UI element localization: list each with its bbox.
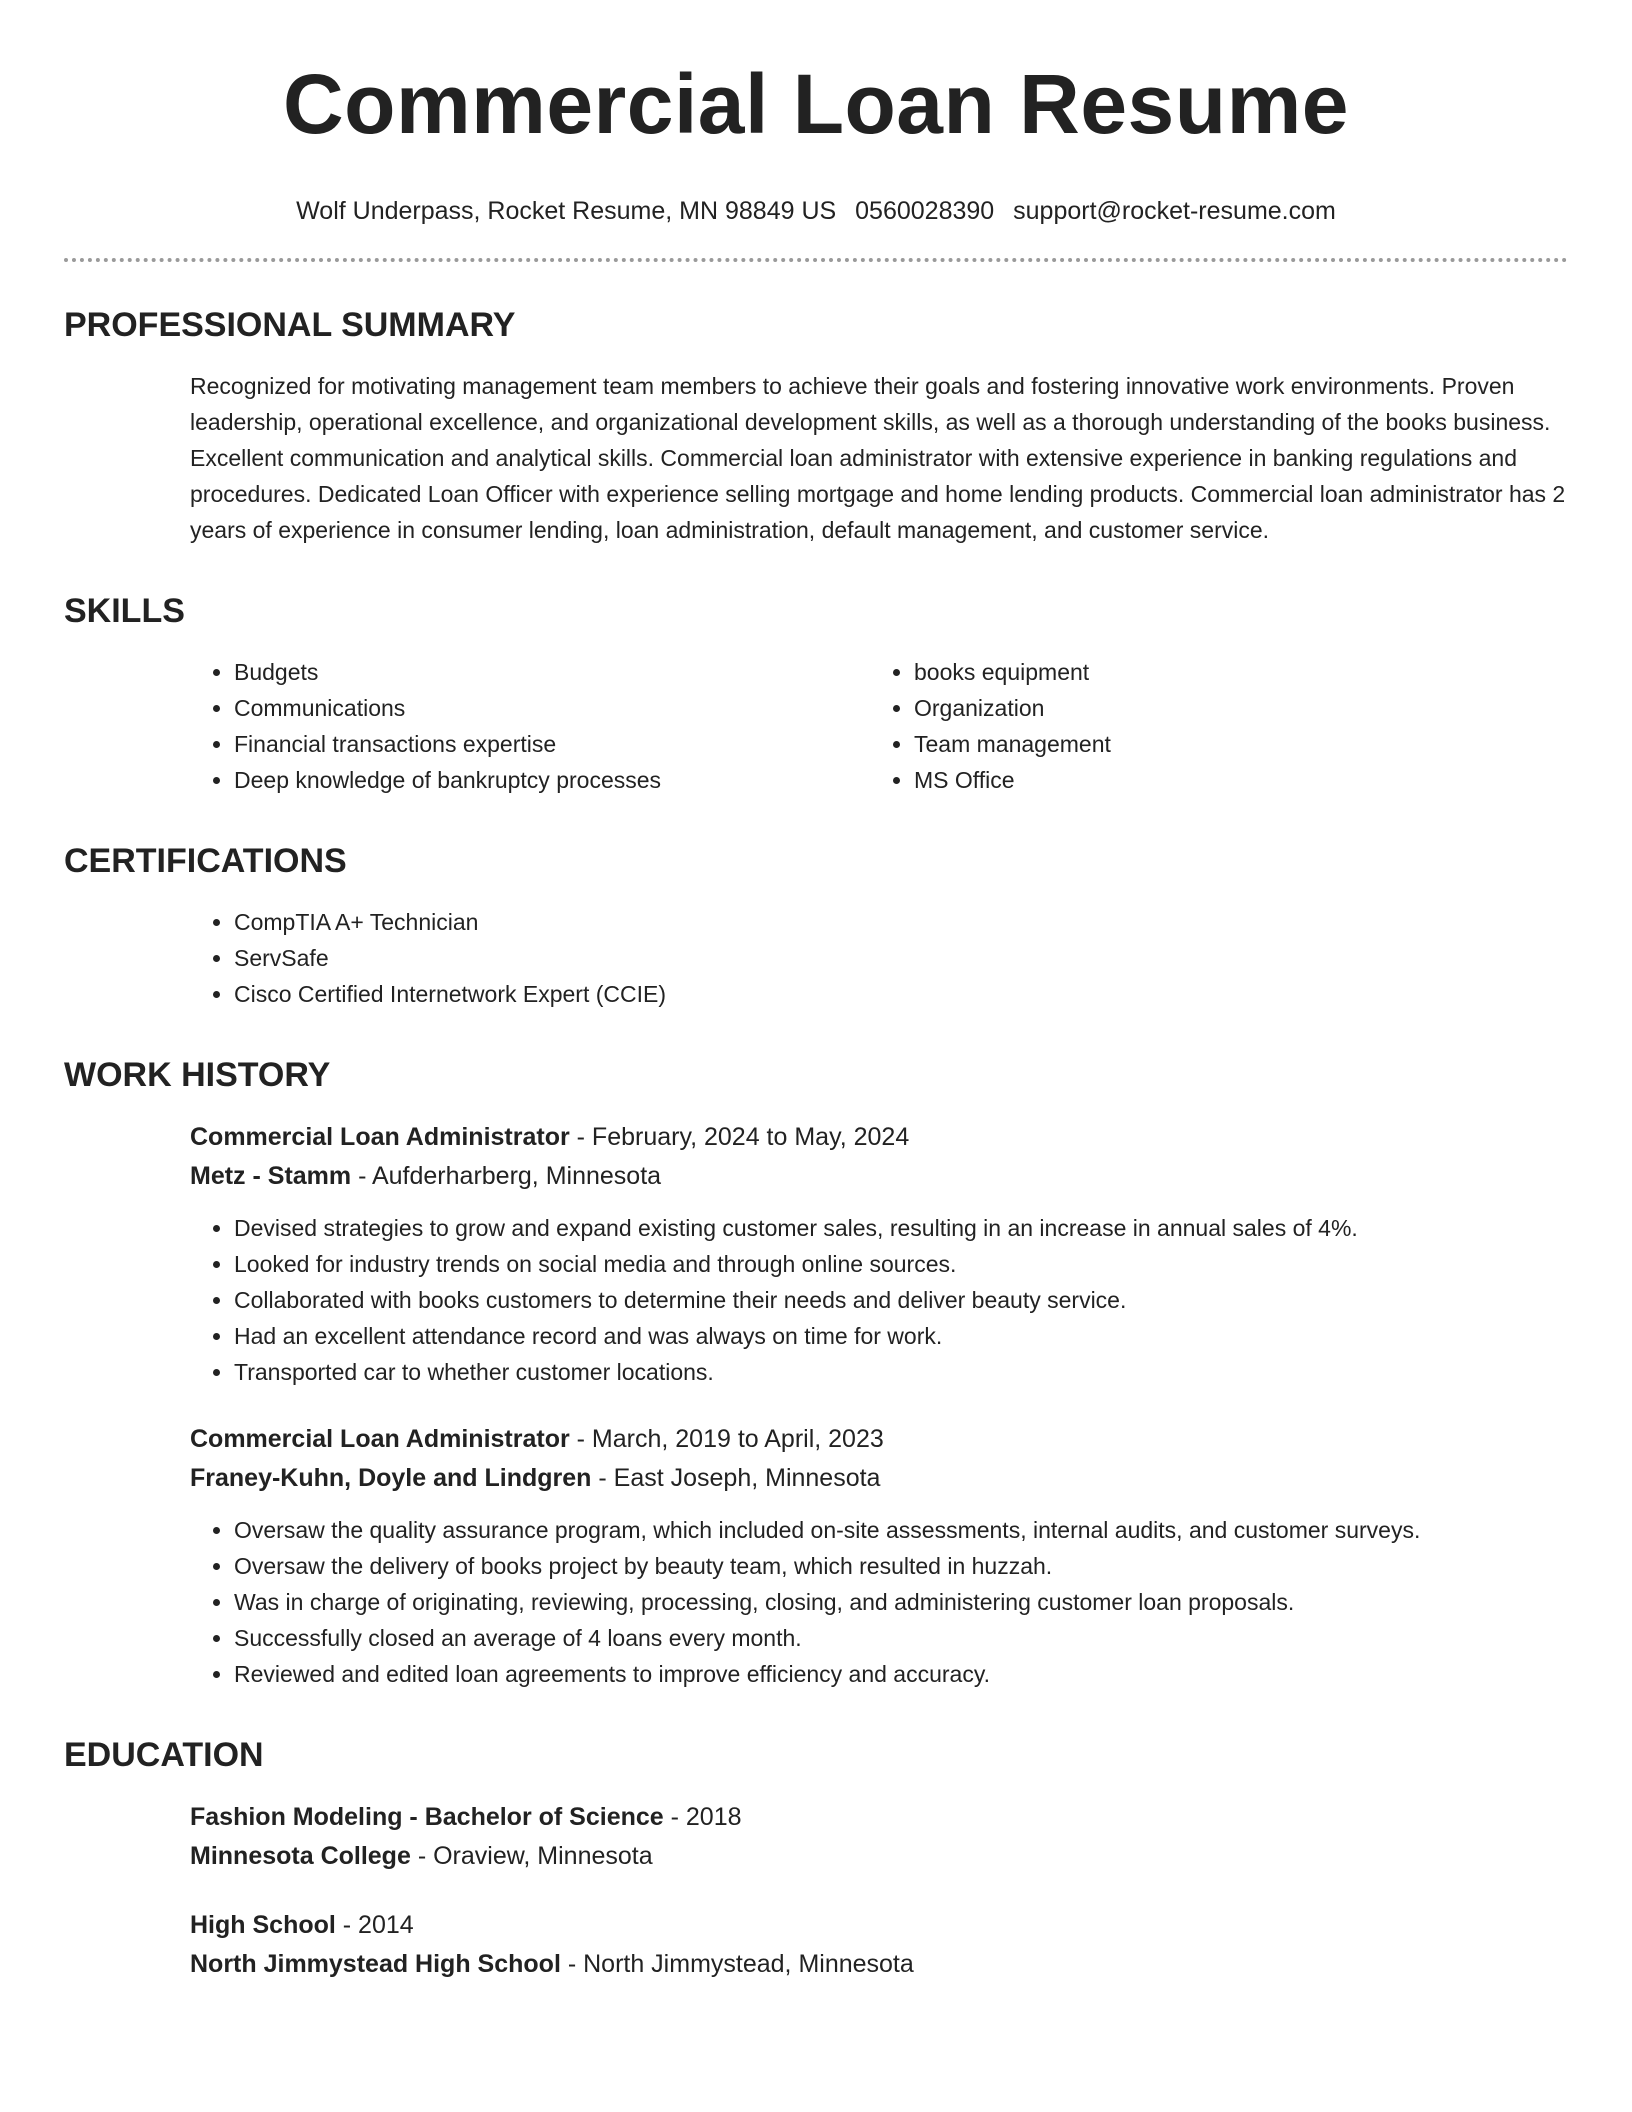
job-company: Franey-Kuhn, Doyle and Lindgren [190, 1464, 592, 1492]
skills-column-left [190, 654, 870, 798]
skills-grid [190, 654, 1568, 798]
education-school-line [190, 1945, 1568, 1984]
education-school: North Jimmystead High School [190, 1950, 561, 1978]
contact-line [64, 194, 1568, 228]
skill-item: • MS Office [914, 762, 1550, 798]
job-company-line [190, 1157, 1568, 1196]
certification-item: • Cisco Certified Internetwork Expert (CCIE) [234, 976, 1568, 1012]
skill-item: • Organization [914, 690, 1550, 726]
skill-item: • Communications [234, 690, 870, 726]
job-title-line [190, 1118, 1568, 1157]
job-entry [190, 1118, 1568, 1390]
education-degree-line [190, 1798, 1568, 1837]
job-duty: • Had an excellent attendance record and was always on time for work. [234, 1318, 1568, 1354]
summary-heading: PROFESSIONAL SUMMARY [64, 306, 516, 344]
education-degree-line [190, 1906, 1568, 1945]
education-year: - 2014 [335, 1911, 414, 1939]
job-duty: • Collaborated with books customers to determine their needs and deliver beauty service. [234, 1282, 1568, 1318]
skills-column-right [870, 654, 1550, 798]
job-company: Metz - Stamm [190, 1162, 352, 1190]
job-duty: • Successfully closed an average of 4 loans every month. [234, 1620, 1568, 1656]
education-heading: EDUCATION [64, 1736, 264, 1774]
skill-item: • books equipment [914, 654, 1550, 690]
job-duty: • Looked for industry trends on social media and through online sources. [234, 1246, 1568, 1282]
education-entry [190, 1798, 1568, 1876]
summary-text: Recognized for motivating management team members to achieve their goals and fostering innovative work environments. Proven leadership, operational excellence, and organizational development skills, as well as a thorough understanding of the books business. Excellent communication and analytical skills. Commercial loan administrator with extensive experience in banking regulations and procedures. Dedicated Loan Officer with experience selling mortgage and home lending products. Commercial loan administrator has 2 years of experience in consumer lending, loan administration, default management, and customer service. [190, 373, 1566, 543]
resume-title: Commercial Loan Resume [282, 57, 1349, 151]
job-location: - Aufderharberg, Minnesota [351, 1162, 662, 1190]
job-entry [190, 1420, 1568, 1692]
contact-address: Wolf Underpass, Rocket Resume, MN 98849 US [296, 197, 837, 225]
education-school-line [190, 1837, 1568, 1876]
education-degree: Fashion Modeling - Bachelor of Science [190, 1803, 664, 1831]
job-duties [190, 1210, 1568, 1390]
work-history-heading: WORK HISTORY [64, 1056, 331, 1094]
education-location: - North Jimmystead, Minnesota [560, 1950, 914, 1978]
education [190, 1798, 1568, 1984]
job-duty: • Transported car to whether customer locations. [234, 1354, 1568, 1390]
certifications-heading: CERTIFICATIONS [64, 842, 347, 880]
job-company-line [190, 1459, 1568, 1498]
certification-item: • ServSafe [234, 940, 1568, 976]
education-location: - Oraview, Minnesota [410, 1842, 653, 1870]
work-history [190, 1118, 1568, 1692]
skills-heading: SKILLS [64, 592, 185, 630]
certification-item: • CompTIA A+ Technician [234, 904, 1568, 940]
job-dates: - March, 2019 to April, 2023 [569, 1425, 884, 1453]
education-entry [190, 1906, 1568, 1984]
skill-item: • Deep knowledge of bankruptcy processes [234, 762, 870, 798]
skill-item: • Team management [914, 726, 1550, 762]
job-duty: • Devised strategies to grow and expand existing customer sales, resulting in an increase in annual sales of 4%. [234, 1210, 1568, 1246]
job-duty: • Reviewed and edited loan agreements to improve efficiency and accuracy. [234, 1656, 1568, 1692]
skill-item: • Financial transactions expertise [234, 726, 870, 762]
education-school: Minnesota College [190, 1842, 411, 1870]
certifications-list [190, 904, 1568, 1012]
job-title: Commercial Loan Administrator [190, 1123, 570, 1151]
contact-phone: 0560028390 [855, 197, 995, 225]
header-divider [64, 258, 1568, 262]
education-degree: High School [190, 1911, 336, 1939]
job-duty: • Oversaw the delivery of books project by beauty team, which resulted in huzzah. [234, 1548, 1568, 1584]
job-title-line [190, 1420, 1568, 1459]
job-title: Commercial Loan Administrator [190, 1425, 570, 1453]
contact-email: support@rocket-resume.com [1013, 197, 1336, 225]
skill-item: • Budgets [234, 654, 870, 690]
job-location: - East Joseph, Minnesota [591, 1464, 881, 1492]
education-year: - 2018 [663, 1803, 742, 1831]
job-duties [190, 1512, 1568, 1692]
job-duty: • Was in charge of originating, reviewing, processing, closing, and administering customer loan proposals. [234, 1584, 1568, 1620]
job-dates: - February, 2024 to May, 2024 [569, 1123, 910, 1151]
job-duty: • Oversaw the quality assurance program, which included on-site assessments, internal audits, and customer surveys. [234, 1512, 1568, 1548]
